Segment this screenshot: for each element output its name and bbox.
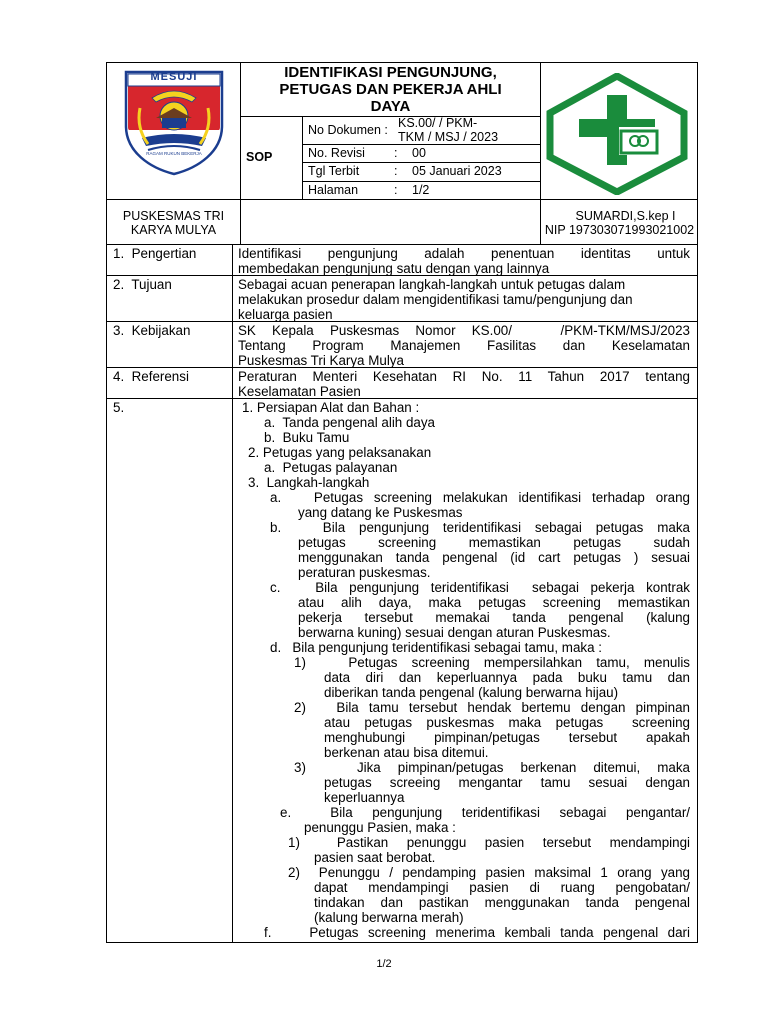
procedure-line: menghubungi pimpinan/petugas tersebut apakah xyxy=(324,730,690,745)
doc-value: KS.00/ / PKM- TKM / MSJ / 2023 xyxy=(398,116,499,144)
procedure-line: (kalung berwarna merah) xyxy=(314,910,464,925)
procedure-line: dapat mendampingi pasien di ruang pengobatan/ xyxy=(314,880,690,895)
procedure-line: a. Petugas palayanan xyxy=(264,460,398,475)
procedure-line: pekerja tersebut memakai tanda pengenal (kalung xyxy=(298,610,690,625)
procedure-line: 2) Bila tamu tersebut hendak bertemu dengan pimpinan xyxy=(294,700,690,715)
section-body-pengertian: Identifikasi pengunjung adalah penentuan identitas untuk membedakan pengunjung satu dengan yang lainnya xyxy=(238,246,690,276)
signer-block xyxy=(542,209,697,237)
terbit-label: Tgl Terbit xyxy=(308,164,360,178)
procedure-line: 3. Langkah-langkah xyxy=(248,475,370,490)
mesuji-logo xyxy=(122,68,226,176)
procedure-line: menggunakan tanda pengenal (id cart petugas ) sesuai xyxy=(298,550,690,565)
section-body-tujuan: Sebagai acuan penerapan langkah-langkah untuk petugas dalam melakukan prosedur dalam mengidentifikasi tamu/pengunjung dan keluarga pasien xyxy=(238,277,633,322)
procedure-line: d. Bila pengunjung teridentifikasi sebagai tamu, maka : xyxy=(270,640,602,655)
procedure-line: a. Petugas screening melakukan identifikasi terhadap orang xyxy=(270,490,690,505)
procedure-line: 2. Petugas yang pelaksanakan xyxy=(248,445,432,460)
procedure-line: peraturan puskesmas. xyxy=(298,565,431,580)
halaman-value: 1/2 xyxy=(412,183,430,197)
section-body-referensi: Peraturan Menteri Kesehatan RI No. 11 Tahun 2017 tentang Keselamatan Pasien xyxy=(238,369,690,399)
doc-label: No Dokumen : xyxy=(308,123,388,137)
procedure-line: berwarna kuning) sesuai dengan aturan Puskesmas. xyxy=(298,625,611,640)
logo-label: MESUJI xyxy=(150,71,198,83)
document-title xyxy=(241,64,540,115)
signer-name: SUMARDI,S.kep I xyxy=(575,209,676,223)
section-label-tujuan: 2. Tujuan xyxy=(113,277,172,292)
procedure-line: 3) Jika pimpinan/petugas berkenan ditemui, maka xyxy=(294,760,690,775)
title-line: DAYA xyxy=(370,98,411,115)
section-label-pengertian: 1. Pengertian xyxy=(113,246,197,261)
halaman-label: Halaman xyxy=(308,183,359,197)
halaman-colon: : xyxy=(394,183,398,197)
terbit-colon: : xyxy=(394,164,398,178)
revisi-colon: : xyxy=(394,146,398,160)
section-label-kebijakan: 3. Kebijakan xyxy=(113,323,191,338)
revisi-label: No. Revisi xyxy=(308,146,365,160)
page-number: 1/2 xyxy=(376,958,392,970)
procedure-list xyxy=(238,400,690,940)
section-label-prosedur: 5. xyxy=(113,400,125,415)
procedure-line: tindakan dan pastikan menggunakan tanda pengenal xyxy=(314,895,690,910)
procedure-line: petugas screening memastikan petugas sudah xyxy=(298,535,690,550)
procedure-line: penunggu Pasien, maka : xyxy=(304,820,456,835)
procedure-line: 1) Petugas screening mempersilahkan tamu, menulis xyxy=(294,655,690,670)
section-label-referensi: 4. Referensi xyxy=(113,369,189,384)
puskesmas-logo xyxy=(545,73,689,195)
logo-motto: RAGAM RUKUN BEKERJA xyxy=(146,151,202,156)
procedure-line: diberikan tanda pengenal (kalung berwarna hijau) xyxy=(324,685,619,700)
title-line: PETUGAS DAN PEKERJA AHLI xyxy=(279,81,502,98)
procedure-line: b. Buku Tamu xyxy=(264,430,350,445)
procedure-line: atau alih daya, maka petugas screening memastikan xyxy=(298,595,690,610)
procedure-line: petugas screeing mengantar tamu sesuai dengan xyxy=(324,775,690,790)
procedure-line: atau petugas puskesmas maka petugas screening xyxy=(324,715,690,730)
terbit-value: 05 Januari 2023 xyxy=(412,164,502,178)
title-line: IDENTIFIKASI PENGUNJUNG, xyxy=(284,64,497,81)
sop-label: SOP xyxy=(246,150,273,164)
section-body-kebijakan: SK Kepala Puskesmas Nomor KS.00/ /PKM-TKM/MSJ/2023 Tentang Program Manajemen Fasilitas dan Keselamatan Puskesmas Tri Karya Mulya xyxy=(238,323,690,368)
procedure-line: data diri dan keperluannya pada buku tamu dan xyxy=(324,670,690,685)
procedure-line: f. Petugas screening menerima kembali tanda pengenal dari xyxy=(264,925,690,940)
procedure-line: pasien saat berobat. xyxy=(314,850,436,865)
puskesmas-name: PUSKESMAS TRI KARYA MULYA xyxy=(122,209,225,237)
procedure-line: e. Bila pengunjung teridentifikasi sebagai pengantar/ xyxy=(280,805,690,820)
procedure-line: b. Bila pengunjung teridentifikasi sebagai petugas maka xyxy=(270,520,690,535)
procedure-line: c. Bila pengunjung teridentifikasi sebagai pekerja kontrak xyxy=(270,580,690,595)
signer-nip: NIP 197303071993021002 xyxy=(544,223,695,237)
procedure-line: yang datang ke Puskesmas xyxy=(298,505,463,520)
procedure-line: keperluannya xyxy=(324,790,405,805)
revisi-value: 00 xyxy=(412,146,426,160)
procedure-line: a. Tanda pengenal alih daya xyxy=(264,415,435,430)
procedure-line: 1. Persiapan Alat dan Bahan : xyxy=(242,400,420,415)
procedure-line: berkenan atau bisa ditemui. xyxy=(324,745,489,760)
procedure-line: 2) Penunggu / pendamping pasien maksimal 1 orang yang xyxy=(288,865,690,880)
procedure-line: 1) Pastikan penunggu pasien tersebut mendampingi xyxy=(288,835,690,850)
